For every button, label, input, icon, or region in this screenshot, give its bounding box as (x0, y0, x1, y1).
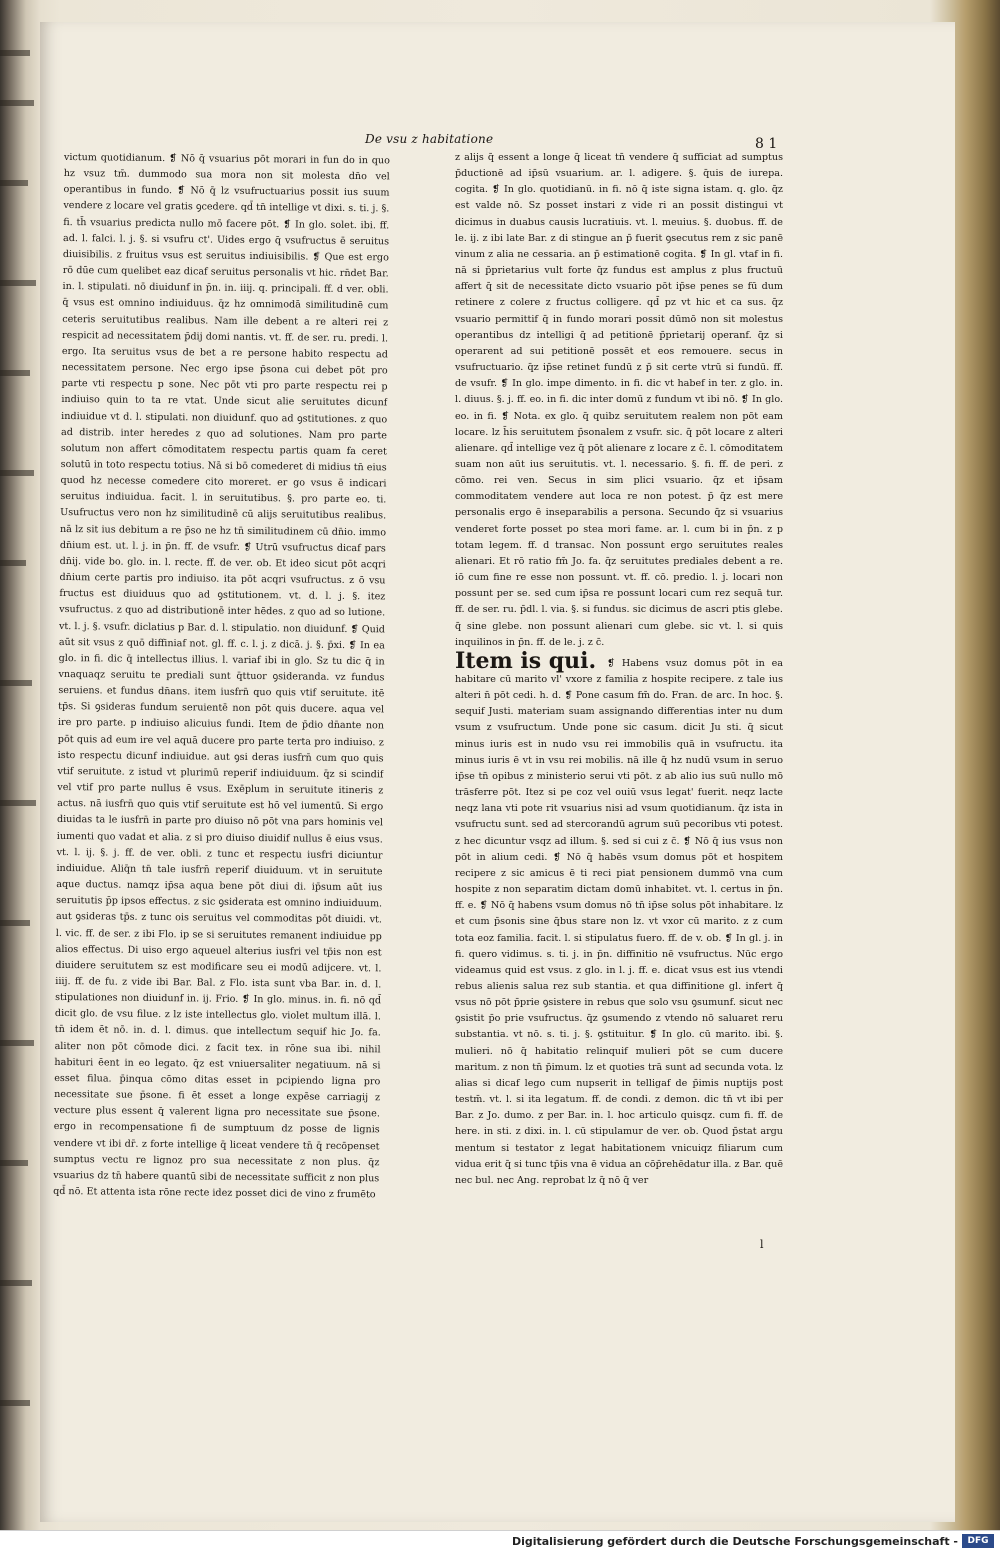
dfg-logo[interactable]: DFG (962, 1534, 994, 1548)
page-edge-line (0, 280, 36, 286)
page-edge-line (0, 680, 32, 686)
page-edge-line (0, 800, 36, 806)
page-edge-line (0, 1400, 30, 1406)
footer-bar (0, 1530, 1000, 1552)
left-text-column (53, 150, 390, 1245)
page-edge-line (0, 920, 30, 926)
page-edge-line (0, 100, 34, 106)
folio-number: 8 1 (755, 136, 778, 152)
page-edge-line (0, 1280, 32, 1286)
previous-page-edge (0, 40, 40, 1480)
page-edge-line (0, 1160, 28, 1166)
running-head: De vsu z habitatione (365, 132, 494, 146)
right-text-column (455, 150, 783, 1238)
right-column-text-bottom: ❡ Habens vsuz domus pōt in ea habitare cū marito vl' vxore z familia z hospite recipere. z tale ius alteri n̄ pōt cedi. h. d. ❡ Pone casum fm̄ do. Fran. de arc. In hoc. §. sequif Justi. materiam suam assignando differentias inter nu dum vsum z vsufructum. Unde pone sic casum. dicit Ju sti. q̄ sicut minus iuris est in nudo vsu rei immobilis quā in vsufructu. ita minus iuris ē vt in vsu rei mobilis. nā ille q̄ hz nudū vsum in seruo ip̄se tn̄ opibus z ministerio serui vti pōt. z ab alio ius suū nullo mō trāsferre pōt. Itez si pe coz vel ouiū vsus legat' fuerit. neqz lacte neqz lana vti pote rit vsuarius nisi ad vsum quotidianum. q̄z ista in vsufructu sunt. sed ad stercorandū agrum suū pecoribus vti potest. z hec dicuntur vsqz ad illum. §. sed si cui z c̄. ❡ Nō q̄ ius vsus non pōt in alium cedi. ❡ Nō q̄ habēs vsum domus pōt et hospitem recipere z sic amicus ē ti reci piat pensionem dummō vna cum hospite z non separatim dictam domū inhabitet. vt. l. certus in p̄n. ff. e. ❡ Nō q̄ habens vsum domus nō tn̄ ip̄se solus pōt inhabitare. lz et cum p̄sonis sine q̄bus stare non lz. vt vxor cū marito. z z cum tota eoz familia. facit. l. si stipulatus fuero. ff. de v. ob. ❡ In gl. j. in fi. quero vidimus. s. ti. j. in p̄n. diffinitio nē vsufructus. Nūc ergo videamus quid est vsus. z glo. in l. j. ff. e. dicat vsus est ius vtendi rebus alienis salua rez sub stantia. et qua diffinitione gl. infert q̄ vsus nō pōt p̄prie ꝯsistere in rebus que solo vsu ꝯsumunf. sicut nec ꝯsistit p̄o prie vsufructus. q̄z ꝯsumendo z vtendo nō saluaret reru substantia. vt nō. s. ti. j. §. ꝯstituitur. ❡ In glo. cū marito. ibi. §. mulieri. nō q̄ habitatio relinquif mulieri pōt se cum ducere maritum. z non tn̄ p̄imum. lz et quoties trā sunt ad secunda vota. lz alias si dicaf lego cum nupserit in telligaf de p̄imis nuptijs post testm̄. vt. l. si ita legatum. ff. de condi. z demon. dic tn̄ vt ibi per Bar. z Jo. dumo. z per Bar. in. l. hoc articulo quisqz. cum fi. ff. de here. in sti. z dixi. in. l. cū stipulamur de ver. ob. Quod p̄stat argu mentum si testator z legat habitationem vnicuiqz filiarum cum vidua erit q̄ si tunc tp̄is vna ē vidua an cōp̄rehēdatur illa. z Bar. quē nec bul. nec Ang. reprobat lz q̄ nō q̄ ver (455, 657, 783, 1186)
section-heading-initial: Item is qui. (455, 647, 597, 674)
left-column-text: victum quotidianum. ❡ Nō q̄ vsuarius pōt morari in fun do in quo hz vsuz tm̄. dummodo sua mora non sit molesta dn̄o vel operantibus in fundo. ❡ Nō q̄ lz vsufructuarius possit ius suum vendere z locare vel gratis ꝯcedere. qd̄ tn̄ intellige vt dixi. s. ti. j. §. fi. th̄ vsuarius predicta nullo mō facere pōt. ❡ In glo. solet. ibi. ff. ad. l. falci. l. j. §. si vsufru ct'. Uides ergo q̄ vsufructus ē seruitus diuisibilis. z fruitus vsus est seruitus indiuisibilis. ❡ Que est ergo rō dūe cum quelibet eaz dicaf seruitus personalis vt hic. rn̄det Bar. in. l. stipulati. nō diuidunf in p̄n. in. iiij. q. principali. ff. d ver. obli. q̄ vsus est omnino indiuiduus. q̄z hz omnimodā similitudinē cum ceteris seruitutibus realibus. Nam ille debent a re alteri rei z respicit ad necessitatem p̄dij domi nantis. vt. ff. de ser. ru. predi. l. ergo. Ita seruitus vsus de bet a re persone habito respectu ad necessitatem persone. Nec ergo ipse p̄sona cui debet pōt pro parte vti respectu p sone. Nec pōt vti pro parte respectu rei p indiuiso quin to ta re vtat. Unde sicut alie seruitutes dicunf indiuidue vt d. l. stipulati. non diuidunf. quo ad ꝯstitutiones. z quo ad distrib. inter heredes z quo ad solutiones. Nam pro parte solutum non affert cōmoditatem respectu partis quam fa ceret solutū in toto respectu totius. Nā si bō comederet di midius tn̄ eius quod hz necesse comedere cito moreret. er go vsus ē indicari seruitus indiuidua. facit. l. in seruitutibus. §. pro parte eo. ti. Usufructus vero non hz similitudinē cū alijs seruitutibus realibus. nā lz sit ius debitum a re p̄so ne hz tn̄ similitudinem cū dn̄io. immo dn̄ium est. ut. l. j. in p̄n. ff. de vsufr. ❡ Utrū vsufructus dicaf pars dn̄ij. vide bo. glo. in. l. recte. ff. de ver. ob. Et ideo sicut pōt acqri dn̄ium certe partis pro indiuiso. ita pōt acqri vsufructus. z ō vsu fructus est diuiduus quo ad ꝯstitutionem. vt. d. l. j. §. itez vsufructus. z quo ad distributionē inter hēdes. z quo ad so lutione. vt. l. j. §. vsufr. diclatius p Bar. d. l. stipulatio. non diuidunf. ❡ Quid aūt sit vsus z quō diffiniaf not. gl. ff. c. l. j. z dicā. j. §. p̄xi. ❡ In ea glo. in fi. dic q̄ intellectus illius. l. variaf ibi in glo. Sz tu dic q̄ in vnaquaqz seruitu te prediali sunt q̄ttuor ꝯsideranda. vz fundus seruiens. et fundus dn̄ans. item iusfrn̄ quo quis vtif seruitute. itē tp̄s. Si ꝯsideras fundum seruientē non pōt quis ducere. aqua vel ire pro parte. p indiuiso alicuius fundi. Item de p̄dio dn̄ante non pōt quis ad eum ire vel aquā ducere pro parte terta pro indiuiso. z isto respectu dicunf indiuidue. aut ꝯsi deras iusfrn̄ cum quo quis vtif seruitute. z istud vt plurimū reperif indiuiduum. q̄z si scindif vel vtif pro parte nullus ē vsus. Exēplum in seruitute itineris z actus. nā iusfrn̄ quo quis vtif seruitute est hō vel iumentū. Si ergo diuidas ta le iusfrn̄ in parte pro diuiso nō pōt vna pars hominis vel iumenti quo vadat et alia. z si pro diuiso diuidif nullus ē eius vsus. vt. l. ij. §. j. ff. de ver. obli. z tunc et respectu iusfri diciuntur indiuidue. Aliq̄n tn̄ tale iusfrn̄ reperif diuiduum. vt in seruitute aque ductus. namqz ip̄sa aqua bene pōt diui di. ip̄sum aūt ius seruitutis p̄p ipsos effectus. z sic ꝯsiderata est omnino indiuiduum. aut ꝯsideras tp̄s. z tunc ois seruitus vel commoditas pōt diuidi. vt. l. vic. ff. de ser. z ibi Flo. ip se si seruitutes remanent indiuidue pp alios effectus. Di uiso ergo aqueuel alterius iusfri vel tp̄is non est diuidere seruitutem sz est modificare seu ei modū adijcere. vt. l. iiij. ff. de fu. z vide ibi Bar. Bal. z Flo. ista sunt vba Bar. in. d. l. stipulationes non diuidunf in. ij. Frio. ❡ In glo. minus. in. fi. nō qd̄ dicit glo. de vsu filue. z lz iste intellectus glo. violet multum illā. l. tn̄ idem ēt nō. in. d. l. dimus. que intellectum sequif hic Jo. fa. aliter non pōt cōmode dici. z facit tex. in rōne sua ibi. nihil habituri ēent in eo legato. q̄z est vniuersaliter negatiuum. nā si esset filua. p̄inqua cōmo ditas esset in pcipiendo ligna pro necessitate sue p̄sone. fi ēt esset a longe expēse carriagij z vecture plus essent q̄ valerent ligna pro necessitate sue p̄sone. ergo in recompensatione fi de sumptuum dz posse de lignis vendere vt ibi dr̄. z forte intellige q̄ liceat vendere tn̄ q̄ recōpenset sumptus vectu re lignoz pro sua necessitate z non plus. q̄z vsuarius dz tn̄ habere quantū sibi de necessitate sufficit z non plus qd̄ nō. Et attenta ista rōne recte idez posset dici de vino z frumēto (53, 151, 390, 1201)
right-column-section (455, 647, 783, 1189)
page-edge-line (0, 370, 30, 376)
page-edge-line (0, 50, 30, 56)
signature-mark: l (760, 1238, 764, 1251)
right-column-text-top: z alijs q̄ essent a longe q̄ liceat tn̄ vendere q̄ sufficiat ad sumptus p̄ductionē ad ip̄sū vsuarium. ar. l. adigere. §. q̄uis de iurepa. cogita. ❡ In glo. quotidianū. in fi. nō q̄ iste signa istam. q. glo. q̄z est valde nō. Sz posset instari z vide ri an possit distingui vt dicimus in duabus causis lucratiuis. vt. l. meuius. §. duobus. ff. de le. ij. z ibi late Bar. z di stingue an p̄ fuerit ꝯsecutus rem z sic panē vinum z alia ne cessaria. an p̄ estimationē cogita. ❡ In gl. vtaf in fi. nā si p̄prietarius vult forte q̄z fundus est amplus z plus fructuū affert q̄ sit de necessitate dicto vsuario pōt ip̄se penes se fū dum retinere z colere z fructus colligere. qd̄ pz vt hic et ca sus. q̄z vsuario permittif q̄ in fundo morari possit dūmō non sit molestus operantibus dz intelligi q̄ ad petitionē p̄prietarij operanf. q̄z si operarent ad sui petitionē possēt et eos remouere. secus in vsufructuario. q̄z ip̄se retinet fundū z p̄ sit certe vtrū si fundū. ff. de vsufr. ❡ In glo. impe dimento. in fi. dic vt habef in ter. z glo. in. l. diuus. §. j. ff. eo. in fi. dic inter domū z fundum vt ibi nō. ❡ In glo. eo. in fi. ❡ Nota. ex glo. q̄ quibz seruitutem realem non pōt eam locare. lz h̄is seruitutem p̄sonalem z vsufr. sic. q̄ pōt locare z alteri alienare. qd̄ intellige vez q̄ pōt alienare z locare z c̄. l. cōmoditatem suam non aūt ius seruitutis. vt. l. necessario. §. fi. ff. de peri. z cōmo. rei ven. Secus in sim plici vsuario. q̄z et ip̄sam commoditatem vendere aut loca re non potest. p̄ q̄z est mere personalis ergo ē inseparabilis a persona. Secundo q̄z si vsuarius venderet forte posset po stea mori fame. ar. l. cum bi in p̄n. z p totam legem. ff. d transac. Non possunt ergo seruitutes reales alienari. Et rō ratio fm̄ Jo. fa. q̄z seruitutes prediales debent a re. iō cum fine re esse non possunt. vt. ff. cō. predio. l. j. locari non possunt per se. sed cum ip̄sa re possunt locari cum rez sequā tur. ff. de ser. ru. p̄dl. l. via. §. si fundus. sic dicimus de ascri ptis glebe. q̄ sine glebe. non possunt alienari cum glebe. sic vt. l. si quis inquilinos in p̄n. ff. de le. j. z c̄. (455, 152, 783, 648)
page-edge-line (0, 560, 26, 566)
digitization-note: Digitalisierung gefördert durch die Deutsche Forschungsgemeinschaft - (511, 1535, 958, 1548)
page-edge-line (0, 180, 28, 186)
page-edge-line (0, 470, 34, 476)
page-edge-line (0, 1040, 34, 1046)
